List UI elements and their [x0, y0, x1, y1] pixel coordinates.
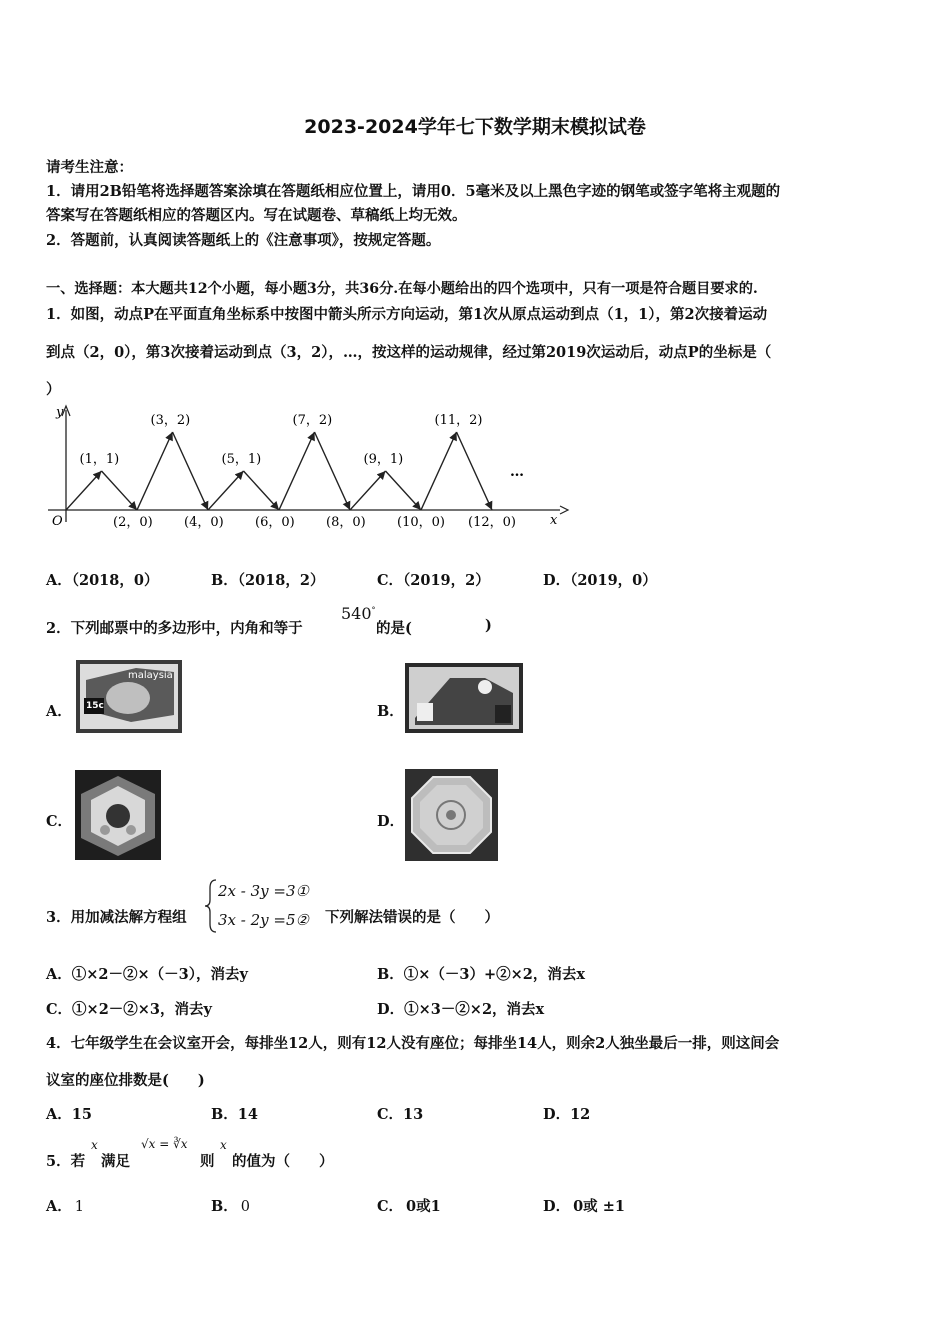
q2-label-d[interactable]: D． — [377, 813, 405, 830]
bottom-point-label: (8，0) — [326, 515, 366, 530]
equation-1: 2x - 3y =3① — [218, 882, 309, 900]
bottom-point-label: (10，0) — [397, 515, 445, 530]
q1-option-d[interactable]: D．（2019，0） — [543, 572, 657, 589]
path-segment — [66, 471, 102, 510]
path-segment — [315, 432, 351, 510]
q5-option-d[interactable]: D． 0或 ±1 — [543, 1198, 625, 1215]
stamp-a-title: malaysia — [128, 670, 173, 681]
q1-option-a[interactable]: A．（2018，0） — [46, 572, 159, 589]
path-segment — [457, 432, 493, 510]
q4-option-d[interactable]: D．12 — [543, 1106, 591, 1123]
stamp-d-image[interactable] — [405, 769, 498, 861]
peak-point-label: (11，2) — [434, 413, 483, 428]
q1-option-b[interactable]: B．（2018，2） — [211, 572, 325, 589]
bottom-point-label: (4，0) — [184, 515, 224, 530]
q3-option-b[interactable]: B．①×（－3）+②×2，消去x — [377, 966, 586, 983]
notice-line-2: 答案写在答题纸相应的答题区内。写在试题卷、草稿纸上均无效。 — [46, 207, 467, 224]
x-axis-arrow-icon — [560, 506, 568, 514]
path-segment — [386, 471, 422, 510]
q5-formula: √x = ∛x — [141, 1137, 188, 1151]
peak-point-label: (3，2) — [150, 413, 191, 428]
path-segment — [421, 432, 457, 510]
q4-option-b[interactable]: B．14 — [211, 1106, 258, 1123]
q1-option-c[interactable]: C．（2019，2） — [377, 572, 490, 589]
path-segment — [279, 432, 315, 510]
q2-text-a: 2．下列邮票中的多边形中，内角和等于 — [46, 620, 303, 637]
stamp-b-image[interactable] — [405, 663, 523, 733]
path-segment — [102, 471, 138, 510]
q5-text-3: 则 — [200, 1153, 215, 1170]
page-title: 2023-2024学年七下数学期末模拟试卷 — [304, 116, 646, 138]
q5-text-1: 5．若 — [46, 1153, 86, 1170]
equation-brace — [204, 878, 218, 934]
q5-variable-x-2: x — [220, 1138, 227, 1152]
q4-option-c[interactable]: C．13 — [377, 1106, 424, 1123]
peak-point-label: (9，1) — [363, 452, 404, 467]
q3-option-a[interactable]: A．①×2－②×（－3），消去y — [46, 966, 248, 983]
q1-line-1: 1．如图，动点P在平面直角坐标系中按图中箭头所示方向运动，第1次从原点运动到点（1，1），第2次接着运动 — [46, 306, 768, 323]
q3-text-b: 下列解法错误的是（ ） — [325, 909, 499, 926]
path-segment — [137, 432, 173, 510]
notice-line-1: 1．请用2B铅笔将选择题答案涂填在答题纸相应位置上，请用0．5毫米及以上黑色字迹的钢笔或签字笔将主观题的 — [46, 183, 781, 200]
graph-ellipsis: … — [510, 464, 524, 480]
q4-option-a[interactable]: A．15 — [46, 1106, 92, 1123]
q3-option-c[interactable]: C．①×2－②×3，消去y — [46, 1001, 212, 1018]
q4-line-1: 4．七年级学生在会议室开会，每排坐12人，则有12人没有座位；每排坐14人，则余2人独坐最后一排，则这间会 — [46, 1035, 780, 1052]
notice-heading: 请考生注意： — [46, 159, 133, 176]
q5-option-b[interactable]: B． 0 — [211, 1198, 250, 1215]
peak-point-label: (5，1) — [221, 452, 262, 467]
q5-text-4: 的值为（ ） — [232, 1153, 334, 1170]
q2-angle-value: 540° — [341, 604, 376, 623]
q5-option-a[interactable]: A． 1 — [46, 1198, 84, 1215]
q2-text-c: ) — [485, 617, 492, 634]
q5-option-c[interactable]: C． 0或1 — [377, 1198, 441, 1215]
q4-line-2: 议室的座位排数是( ) — [46, 1072, 205, 1089]
peak-point-label: (1，1) — [79, 452, 120, 467]
q1-line-2: 到点（2，0），第3次接着运动到点（3，2），…，按这样的运动规律，经过第2019次运动后，动点P的坐标是（ — [46, 344, 772, 361]
q2-label-b[interactable]: B． — [377, 703, 404, 720]
y-axis-label: y — [56, 405, 64, 420]
peak-point-label: (7，2) — [292, 413, 333, 428]
q5-text-2: 满足 — [101, 1153, 130, 1170]
origin-label: O — [52, 514, 63, 529]
bottom-point-label: (6，0) — [255, 515, 295, 530]
motion-path — [66, 432, 492, 510]
bottom-point-label: (2，0) — [113, 515, 153, 530]
path-segment — [173, 432, 209, 510]
path-segment — [208, 471, 244, 510]
path-segment — [244, 471, 280, 510]
stamp-c-image[interactable] — [75, 770, 161, 860]
q3-option-d[interactable]: D．①×3－②×2，消去x — [377, 1001, 545, 1018]
q1-coordinate-graph — [40, 400, 570, 535]
stamp-a-image[interactable] — [76, 660, 182, 733]
equation-2: 3x - 2y =5② — [218, 911, 309, 929]
q2-text-b: 的是( — [376, 620, 412, 637]
q1-line-3: ） — [46, 381, 61, 398]
path-segment — [350, 471, 386, 510]
stamp-a-value: 15c — [86, 701, 104, 711]
q2-label-c[interactable]: C． — [46, 813, 73, 830]
q5-variable-x-1: x — [91, 1138, 98, 1152]
section-heading: 一、选择题：本大题共12个小题，每小题3分，共36分.在每小题给出的四个选项中，只有一项是符合题目要求的. — [46, 281, 758, 297]
bottom-point-label: (12，0) — [468, 515, 516, 530]
x-axis-label: x — [550, 513, 558, 528]
notice-line-3: 2．答题前，认真阅读答题纸上的《注意事项》，按规定答题。 — [46, 232, 441, 249]
q3-text-a: 3．用加减法解方程组 — [46, 909, 187, 926]
q2-label-a[interactable]: A． — [46, 703, 72, 720]
